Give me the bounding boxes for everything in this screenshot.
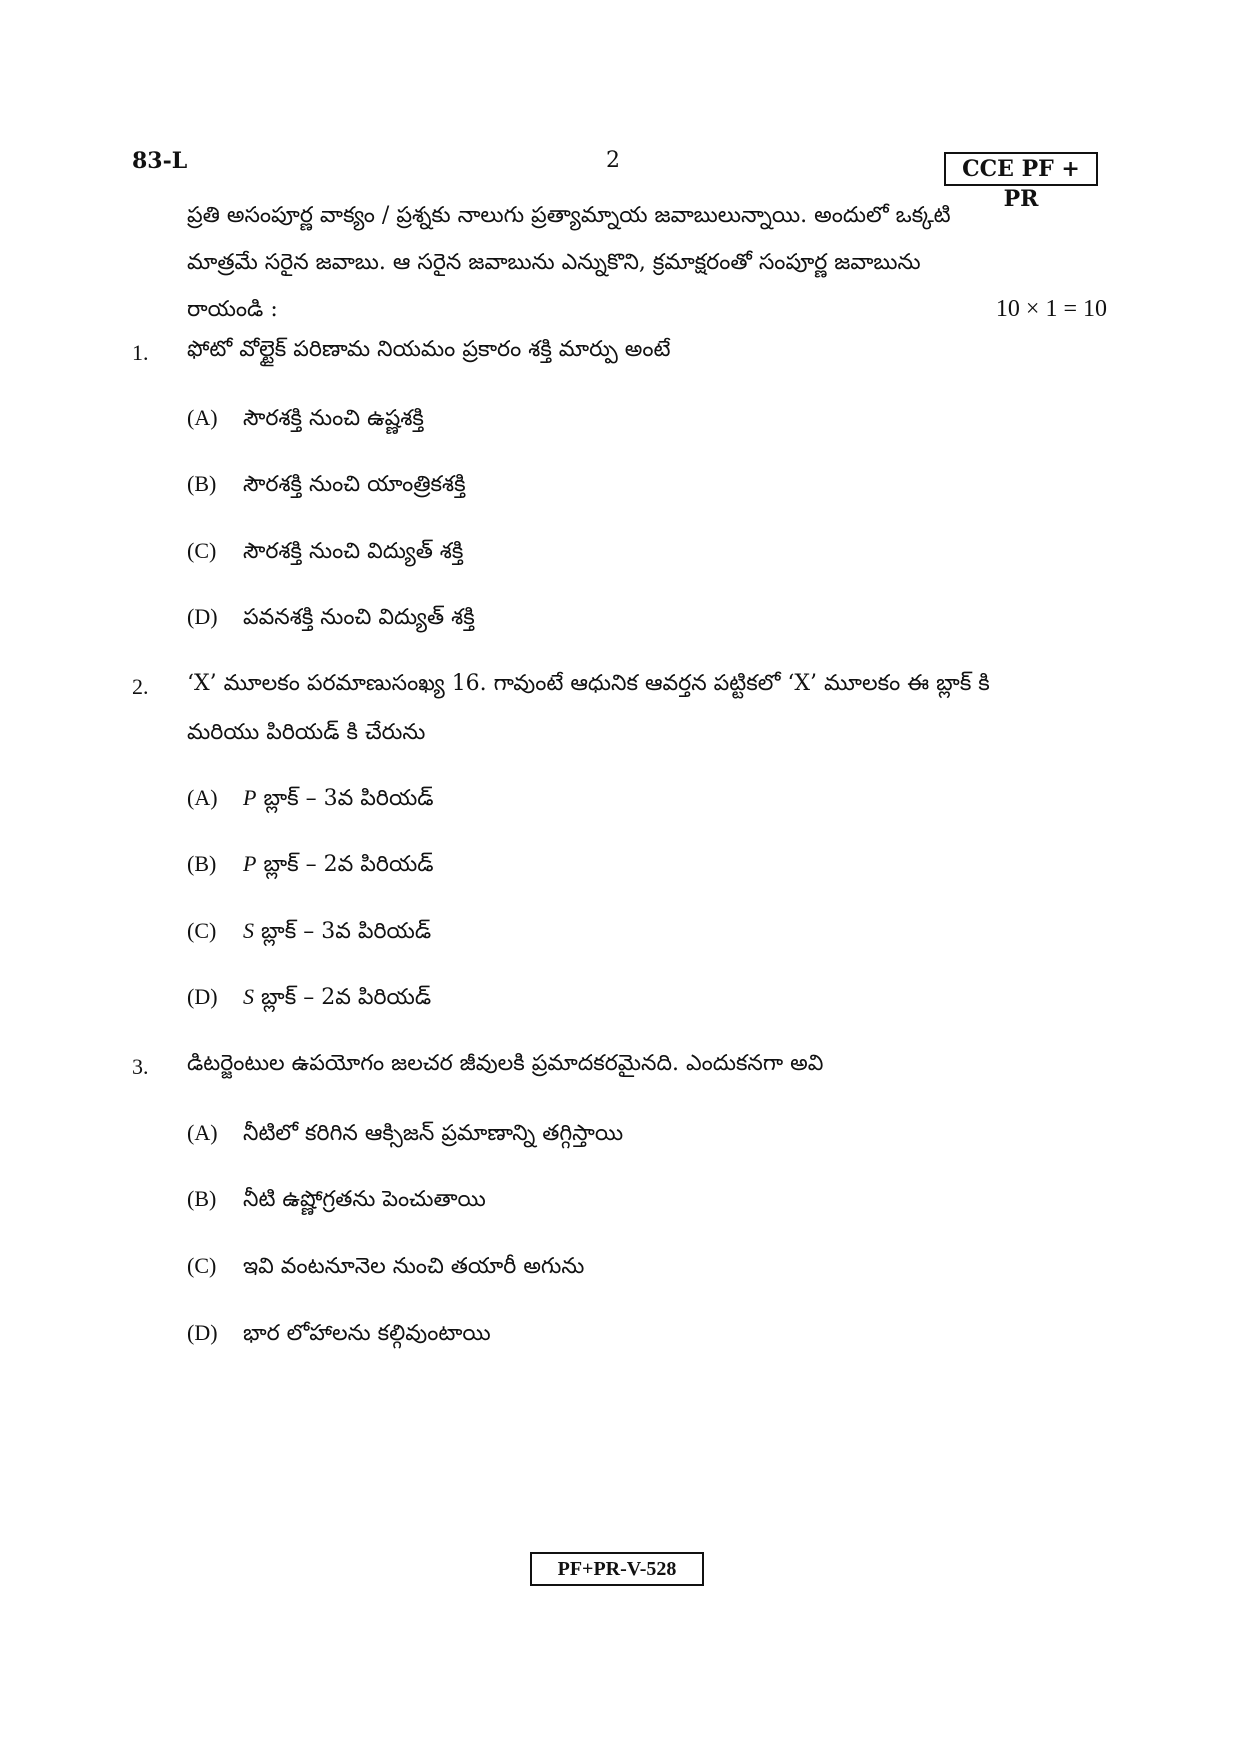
question-3-option-a (187, 1120, 623, 1151)
option-text (243, 785, 434, 816)
option-label: (A) (187, 1120, 218, 1145)
question-1-option-b (187, 471, 466, 502)
question-3-text: డిటర్జెంటుల ఉపయోగం జలచర జీవులకి ప్రమాదకరమైనది. ఎందుకనగా అవి (187, 1051, 824, 1076)
option-label: (C) (187, 1253, 217, 1278)
option-label: (D) (187, 604, 218, 629)
question-1-option-c (187, 538, 463, 569)
question-2-option-b (187, 851, 434, 882)
question-2-option-a (187, 785, 434, 816)
paper-code-box: CCE PF + PR (944, 152, 1098, 186)
question-3-option-c (187, 1253, 584, 1284)
question-2-option-c (187, 918, 431, 949)
option-text: సౌరశక్తి నుంచి విద్యుత్ శక్తి (243, 539, 464, 564)
option-text-rest: బ్లాక్ – 2వ పిరియడ్ (256, 852, 434, 877)
page-number: 2 (606, 148, 620, 173)
instructions-line-1: ప్రతి అసంపూర్ణ వాక్యం / ప్రశ్నకు నాలుగు ప్రత్యామ్నాయ జవాబులున్నాయి. అందులో ఒక్కటి (187, 203, 951, 228)
question-3-number: 3. (132, 1054, 149, 1079)
option-label: (A) (187, 785, 218, 810)
block-symbol: S (243, 984, 254, 1009)
question-2-text (187, 659, 1107, 757)
option-text: సౌరశక్తి నుంచి ఉష్ణశక్తి (243, 406, 424, 431)
paper-code-left: 83-L (132, 148, 188, 174)
option-text (243, 851, 434, 882)
option-text: నీటిలో కరిగిన ఆక్సిజన్ ప్రమాణాన్ని తగ్గిస్తాయి (243, 1121, 624, 1146)
block-symbol: S (243, 918, 254, 943)
option-label: (C) (187, 918, 217, 943)
question-3-option-d (187, 1320, 491, 1351)
option-label: (D) (187, 984, 218, 1009)
question-2-text-line-1: ‘X’ మూలకం పరమాణుసంఖ్య 16. గావుంటే ఆధునిక ఆవర్తన పట్టికలో ‘X’ మూలకం ఈ బ్లాక్ కి (187, 671, 990, 696)
marks-allocation: 10 × 1 = 10 (995, 296, 1107, 322)
option-label: (D) (187, 1320, 218, 1345)
question-2-number: 2. (132, 674, 149, 699)
question-1-option-a (187, 405, 424, 436)
option-text: పవనశక్తి నుంచి విద్యుత్ శక్తి (243, 605, 475, 630)
option-text-rest: బ్లాక్ – 3వ పిరియడ్ (254, 919, 432, 944)
option-text: ఇవి వంటనూనెల నుంచి తయారీ అగును (243, 1254, 585, 1279)
option-text: నీటి ఉష్ణోగ్రతను పెంచుతాయి (243, 1187, 486, 1212)
option-text (243, 984, 431, 1015)
option-text (243, 918, 431, 949)
question-3-option-b (187, 1186, 486, 1217)
block-symbol: P (243, 785, 257, 810)
option-text: భార లోహాలను కల్గివుంటాయి (243, 1321, 491, 1346)
option-text-rest: బ్లాక్ – 2వ పిరియడ్ (254, 985, 432, 1010)
option-label: (B) (187, 851, 217, 876)
instructions-write-label: రాయండి : (187, 297, 278, 322)
option-label: (C) (187, 538, 217, 563)
instructions-line-2: మాత్రమే సరైన జవాబు. ఆ సరైన జవాబును ఎన్నుకొని, క్రమాక్షరంతో సంపూర్ణ జవాబును (187, 250, 921, 275)
block-symbol: P (243, 851, 257, 876)
footer-paper-code: PF+PR-V-528 (530, 1552, 704, 1586)
question-2-text-line-2: మరియు పిరియడ్ కి చేరును (187, 720, 426, 745)
question-1-option-d (187, 604, 475, 635)
instructions (187, 192, 1107, 333)
option-text: సౌరశక్తి నుంచి యాంత్రికశక్తి (243, 472, 466, 497)
question-1-number: 1. (132, 340, 149, 365)
option-label: (A) (187, 405, 218, 430)
option-label: (B) (187, 1186, 217, 1211)
option-text-rest: బ్లాక్ – 3వ పిరియడ్ (256, 786, 434, 811)
question-1-text: ఫోటో వోల్టైక్ పరిణామ నియమం ప్రకారం శక్తి మార్పు అంటే (187, 337, 671, 362)
option-label: (B) (187, 471, 217, 496)
question-2-option-d (187, 984, 431, 1015)
